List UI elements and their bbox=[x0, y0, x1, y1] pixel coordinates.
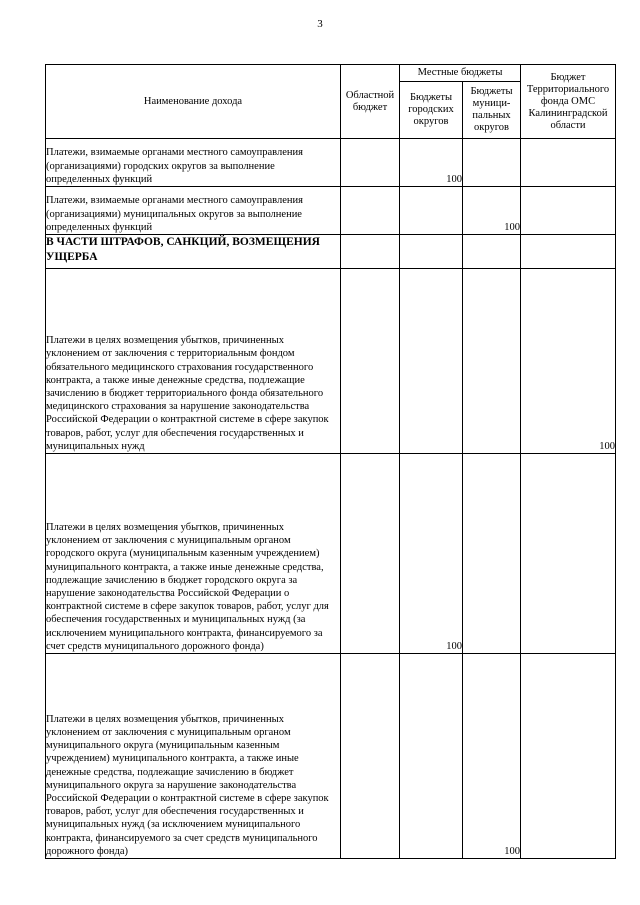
row-urban-value bbox=[400, 187, 463, 235]
row-fund-value bbox=[521, 187, 616, 235]
row-name: Платежи, взимаемые органами местного самоуправления (организациями) муниципальных округов за выполнение определенных функций bbox=[46, 187, 341, 235]
row-urban-value bbox=[400, 654, 463, 859]
page-number: 3 bbox=[317, 18, 323, 30]
row-municipal-value bbox=[463, 454, 521, 654]
header-municipal-districts: Бюджеты муници-пальных округов bbox=[463, 82, 521, 139]
row-municipal-value bbox=[463, 139, 521, 187]
row-urban-value: 100 bbox=[400, 139, 463, 187]
row-regional-value bbox=[341, 654, 400, 859]
row-name: Платежи в целях возмещения убытков, причиненных уклонением от заключения с муниципальным органом муниципального округа (муниципальным казенным учреждением) муниципального контракта, а также иные денежные средства, подлежащие зачислению в бюджет муниципального округа за нарушение законодательства Российской Федерации о контрактной системе в сфере закупок товаров, работ, услуг для обеспечения государственных и муниципальных нужд (за исключением муниципального контракта, финансируемого за счет средств муниципального дорожного фонда) bbox=[46, 654, 341, 859]
row-regional-value bbox=[341, 139, 400, 187]
row-municipal-value bbox=[463, 269, 521, 454]
row-name: Платежи, взимаемые органами местного самоуправления (организациями) городских округов за выполнение определенных функций bbox=[46, 139, 341, 187]
row-urban-value: 100 bbox=[400, 454, 463, 654]
row-name: Платежи в целях возмещения убытков, причиненных уклонением от заключения с муниципальным органом городского округа (муниципальным казенным учреждением) муниципального контракта, а также иные денежные средства, подлежащие зачислению в бюджет городского округа за нарушение законодательства Российской Федерации о контрактной системе в сфере закупок товаров, работ, услуг для обеспечения государственных и муниципальных нужд (за исключением муниципального контракта, финансируемого за счет средств муниципального дорожного фонда) bbox=[46, 454, 341, 654]
table-row bbox=[46, 454, 616, 654]
header-local-budgets: Местные бюджеты bbox=[400, 65, 521, 82]
table-row bbox=[46, 139, 616, 187]
row-fund-value bbox=[521, 235, 616, 269]
row-fund-value bbox=[521, 139, 616, 187]
table-row bbox=[46, 269, 616, 454]
row-urban-value bbox=[400, 269, 463, 454]
section-heading: В ЧАСТИ ШТРАФОВ, САНКЦИЙ, ВОЗМЕЩЕНИЯ УЩЕРБА bbox=[46, 235, 341, 269]
table-row bbox=[46, 235, 616, 269]
row-regional-value bbox=[341, 269, 400, 454]
row-municipal-value: 100 bbox=[463, 187, 521, 235]
header-urban-districts: Бюджеты городских округов bbox=[400, 82, 463, 139]
header-name: Наименование дохода bbox=[46, 65, 341, 139]
header-fund-budget: Бюджет Территориального фонда ОМС Калининградской области bbox=[521, 65, 616, 139]
row-regional-value bbox=[341, 454, 400, 654]
row-urban-value bbox=[400, 235, 463, 269]
row-municipal-value bbox=[463, 235, 521, 269]
row-name: Платежи в целях возмещения убытков, причиненных уклонением от заключения с территориальным фондом обязательного медицинского страхования государственного контракта, а также иные денежные средства, подлежащие зачислению в бюджет территориального фонда обязательного медицинского страхования за нарушение законодательства Российской Федерации о контрактной системе в сфере закупок товаров, работ, услуг для обеспечения государственных и муниципальных нужд bbox=[46, 269, 341, 454]
row-fund-value bbox=[521, 454, 616, 654]
row-regional-value bbox=[341, 235, 400, 269]
row-fund-value bbox=[521, 654, 616, 859]
row-fund-value: 100 bbox=[521, 269, 616, 454]
row-municipal-value: 100 bbox=[463, 654, 521, 859]
table-row bbox=[46, 187, 616, 235]
header-regional-budget: Областной бюджет bbox=[341, 65, 400, 139]
row-regional-value bbox=[341, 187, 400, 235]
revenue-distribution-table bbox=[45, 64, 616, 859]
table-row bbox=[46, 654, 616, 859]
